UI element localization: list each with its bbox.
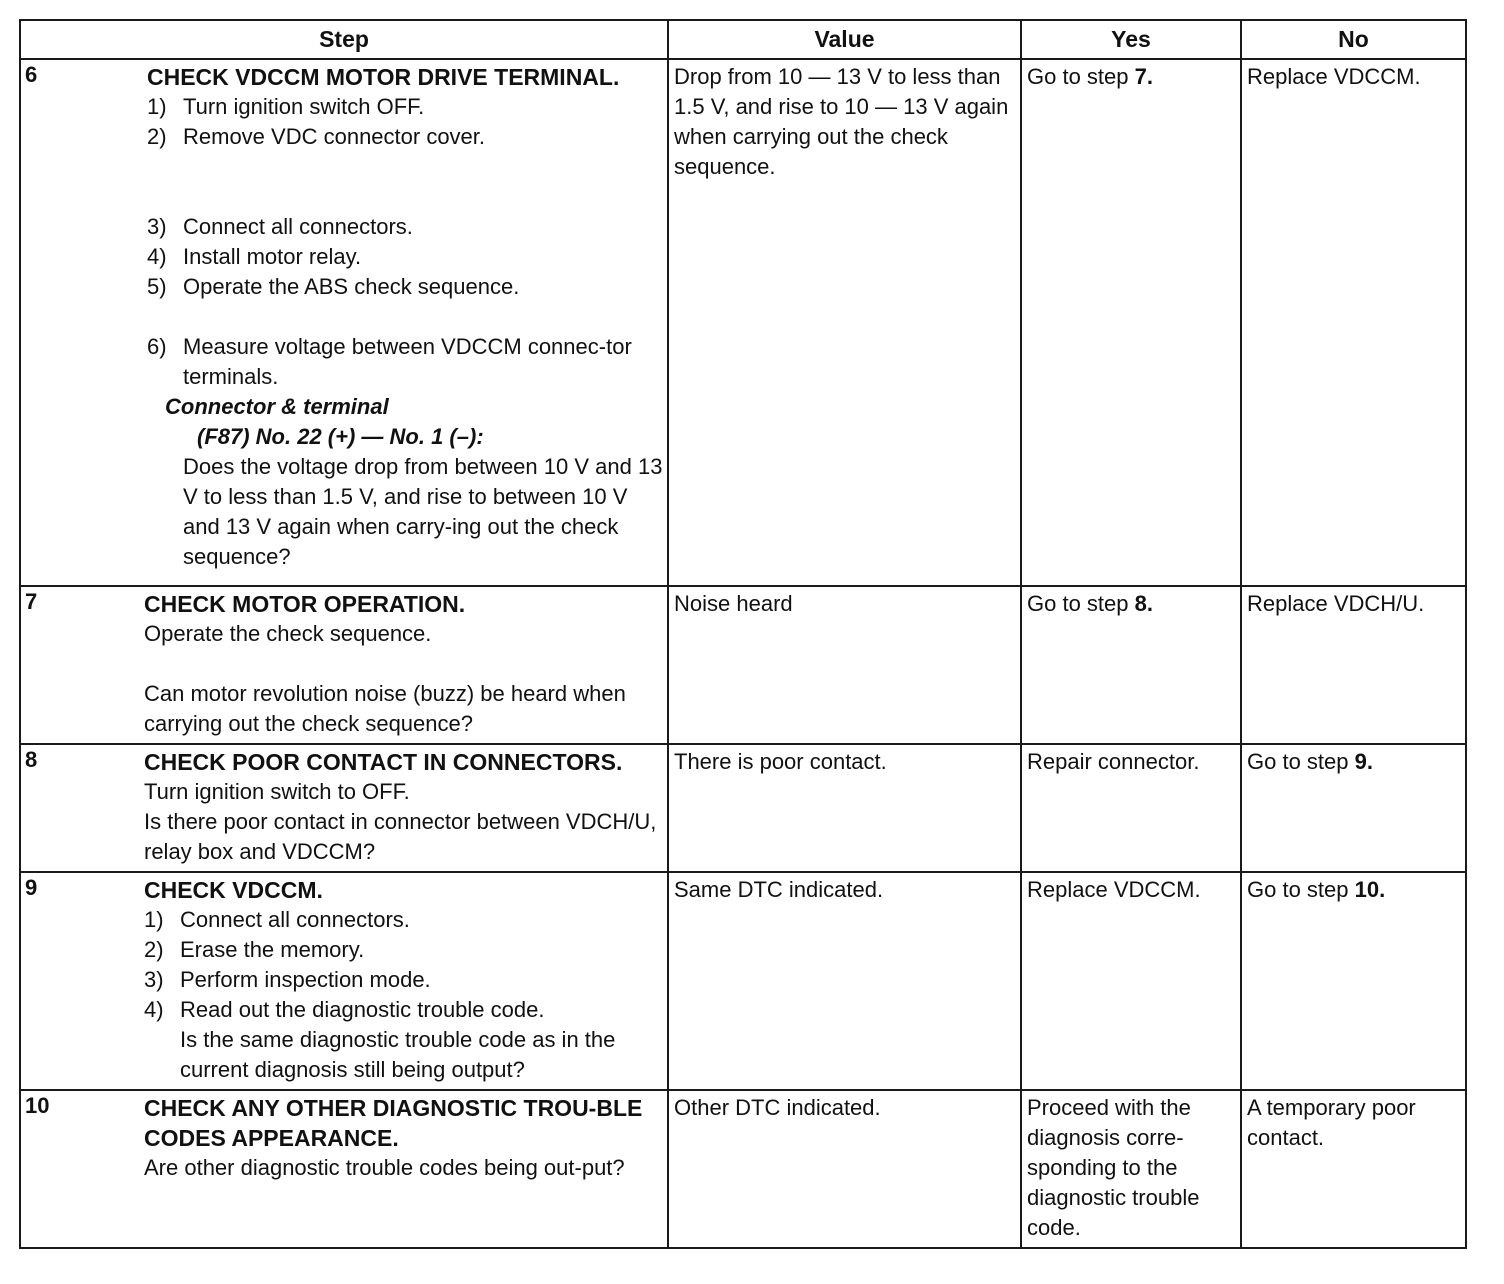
value-cell: Other DTC indicated.: [668, 1090, 1021, 1248]
step-instruction: Operate the check sequence.: [144, 621, 432, 646]
step-ref: 8.: [1134, 591, 1153, 616]
table-row: [20, 744, 1466, 872]
step-title: CHECK VDCCM.: [144, 877, 323, 903]
yes-cell: Go to step 8.: [1021, 586, 1241, 744]
step-ref: 9.: [1354, 749, 1373, 774]
step-question: Is there poor contact in connector between VDCH/U, relay box and VDCCM?: [144, 809, 657, 864]
list-item: 6) Measure voltage between VDCCM connec-tor terminals.: [147, 334, 632, 389]
list-item: 2) Erase the memory.: [144, 937, 365, 962]
step-question: Does the voltage drop from between 10 V and 13 V to less than 1.5 V, and rise to between 10 V and 13 V again when carry-ing out the check sequence?: [183, 454, 663, 569]
step-cell: [20, 1090, 668, 1248]
diagnostic-table: [19, 19, 1467, 1249]
step-title: CHECK POOR CONTACT IN CONNECTORS.: [144, 749, 623, 775]
step-title: CHECK MOTOR OPERATION.: [144, 591, 466, 617]
table-row: [20, 1090, 1466, 1248]
value-cell: Same DTC indicated.: [668, 872, 1021, 1090]
table-row: [20, 59, 1466, 586]
header-step: Step: [20, 20, 668, 59]
header-value: Value: [668, 20, 1021, 59]
step-cell: [20, 59, 668, 586]
table-row: [20, 872, 1466, 1090]
no-cell: Go to step 10.: [1241, 872, 1466, 1090]
list-item: 3) Perform inspection mode.: [144, 967, 431, 992]
step-ref: 7.: [1134, 64, 1153, 89]
value-cell: Noise heard: [668, 586, 1021, 744]
connector-title: Connector & terminal: [165, 394, 389, 419]
step-number: 7: [25, 589, 38, 614]
yes-cell: Replace VDCCM.: [1021, 872, 1241, 1090]
header-yes: Yes: [1021, 20, 1241, 59]
list-item: 5) Operate the ABS check sequence.: [147, 274, 520, 299]
no-cell: A temporary poor contact.: [1241, 1090, 1466, 1248]
value-cell: There is poor contact.: [668, 744, 1021, 872]
step-number: 8: [25, 747, 38, 772]
step-number: 9: [25, 875, 38, 900]
step-cell: [20, 872, 668, 1090]
list-item: 2) Remove VDC connector cover.: [147, 124, 486, 149]
connector-terminal: (F87) No. 22 (+) — No. 1 (–):: [197, 424, 484, 449]
list-item: 4) Read out the diagnostic trouble code.: [144, 997, 545, 1022]
no-cell: Go to step 9.: [1241, 744, 1466, 872]
header-row: [20, 20, 1466, 59]
step-question: Can motor revolution noise (buzz) be heard when carrying out the check sequence?: [144, 681, 626, 736]
list-item: 4) Install motor relay.: [147, 244, 362, 269]
step-question: Is the same diagnostic trouble code as in the current diagnosis still being output?: [180, 1027, 616, 1082]
list-item: 3) Connect all connectors.: [147, 214, 413, 239]
step-instruction: Turn ignition switch to OFF.: [144, 779, 410, 804]
step-cell: [20, 586, 668, 744]
header-no: No: [1241, 20, 1466, 59]
yes-cell: Proceed with the diagnosis corre-sponding to the diagnostic trouble code.: [1021, 1090, 1241, 1248]
no-cell: Replace VDCCM.: [1241, 59, 1466, 586]
step-title: CHECK VDCCM MOTOR DRIVE TERMINAL.: [147, 64, 620, 90]
value-cell: Drop from 10 — 13 V to less than 1.5 V, and rise to 10 — 13 V again when carrying out the check sequence.: [668, 59, 1021, 586]
step-number: 10: [25, 1093, 50, 1118]
step-cell: [20, 744, 668, 872]
list-item: 1) Connect all connectors.: [144, 907, 410, 932]
step-question: Are other diagnostic trouble codes being out-put?: [144, 1155, 625, 1180]
list-item: 1) Turn ignition switch OFF.: [147, 94, 425, 119]
step-ref: 10.: [1354, 877, 1386, 902]
step-number: 6: [25, 62, 38, 87]
yes-cell: Repair connector.: [1021, 744, 1241, 872]
step-title: CHECK ANY OTHER DIAGNOSTIC TROU-BLE CODES APPEARANCE.: [144, 1095, 643, 1151]
no-cell: Replace VDCH/U.: [1241, 586, 1466, 744]
yes-cell: Go to step 7.: [1021, 59, 1241, 586]
table-row: [20, 586, 1466, 744]
